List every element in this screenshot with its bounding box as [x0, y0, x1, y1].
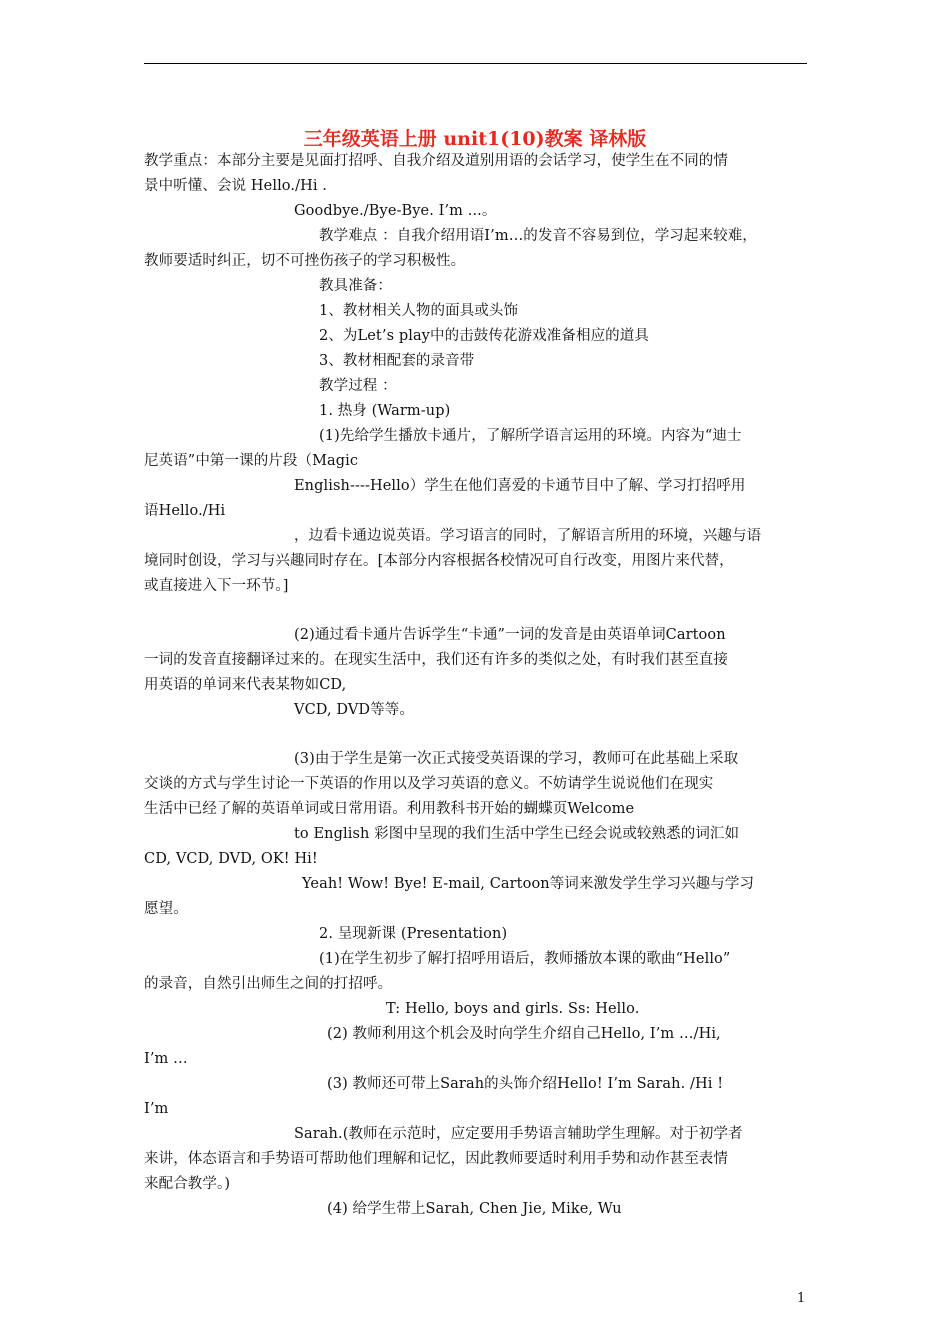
- text-line: T: Hello, boys and girls. Ss: Hello.: [386, 1001, 640, 1017]
- text-line: 3、教材相配套的录音带: [319, 353, 475, 369]
- text-line: 景中听懂、会说 Hello./Hi .: [144, 178, 327, 194]
- text-line: 生活中已经了解的英语单词或日常用语。利用教科书开始的蝴蝶页Welcome: [144, 801, 635, 817]
- text-line: Yeah! Wow! Bye! E-mail, Cartoon等词来激发学生学习兴趣与学习: [302, 876, 755, 892]
- text-line: (2)通过看卡通片告诉学生“卡通”一词的发音是由英语单词Cartoon: [294, 627, 726, 643]
- text-line: (2) 教师利用这个机会及时向学生介绍自己Hello, I’m …/Hi,: [327, 1026, 721, 1042]
- text-line: (3)由于学生是第一次正式接受英语课的学习，教师可在此基础上采取: [294, 751, 739, 767]
- text-line: 交谈的方式与学生讨论一下英语的作用以及学习英语的意义。不妨请学生说说他们在现实: [144, 776, 714, 792]
- text-line: 一词的发音直接翻译过来的。在现实生活中，我们还有许多的类似之处，有时我们甚至直接: [144, 652, 728, 668]
- text-line: 教学重点：本部分主要是见面打招呼、自我介绍及道别用语的会话学习，使学生在不同的情: [144, 153, 728, 169]
- text-line: CD, VCD, DVD, OK! Hi!: [144, 851, 318, 867]
- text-line: to English 彩图中呈现的我们生活中学生已经会说或较熟悉的词汇如: [294, 826, 740, 842]
- text-line: 1. 热身 (Warm-up): [319, 403, 451, 419]
- text-line: (4) 给学生带上Sarah, Chen Jie, Mike, Wu: [327, 1201, 622, 1217]
- text-line: 2、为Let’s play中的击鼓传花游戏准备相应的道具: [319, 328, 649, 344]
- text-line: ，边看卡通边说英语。学习语言的同时，了解语言所用的环境，兴趣与语: [294, 528, 762, 544]
- text-line: 教学难点 ：自我介绍用语I’m…的发音不容易到位，学习起来较难，: [319, 228, 757, 244]
- text-line: 尼英语”中第一课的片段（Magic: [144, 453, 359, 469]
- text-line: (3) 教师还可带上Sarah的头饰介绍Hello! I’m Sarah. /Hi !: [327, 1076, 724, 1092]
- text-line: English----Hello）学生在他们喜爱的卡通节目中了解、学习打招呼用: [294, 478, 746, 494]
- text-line: Sarah.(教师在示范时，应定要用手势语言辅助学生理解。对于初学者: [294, 1126, 743, 1142]
- text-line: (1)先给学生播放卡通片，了解所学语言运用的环境。内容为“迪士: [319, 428, 742, 444]
- document-title: 三年级英语上册 unit1(10)教案 译林版: [303, 128, 647, 150]
- text-line: 来配合教学。): [144, 1176, 231, 1192]
- text-line: 教具准备：: [319, 278, 392, 294]
- text-line: 来讲，体态语言和手势语可帮助他们理解和记忆，因此教师要适时利用手势和动作甚至表情: [144, 1151, 728, 1167]
- text-line: Goodbye./Bye-Bye. I’m ...。: [294, 203, 497, 219]
- text-line: VCD, DVD等等。: [294, 702, 414, 718]
- text-line: (1)在学生初步了解打招呼用语后，教师播放本课的歌曲“Hello”: [319, 951, 731, 967]
- text-line: 2. 呈现新课 (Presentation): [319, 926, 508, 942]
- text-line: I’m …: [144, 1051, 188, 1067]
- text-line: I’m: [144, 1101, 169, 1117]
- text-line: 或直接进入下一环节。]: [144, 578, 289, 594]
- text-line: 语Hello./Hi: [144, 503, 226, 519]
- text-line: 用英语的单词来代表某物如CD,: [144, 677, 347, 693]
- text-line: 教师要适时纠正，切不可挫伤孩子的学习积极性。: [144, 253, 466, 269]
- text-line: 1、教材相关人物的面具或头饰: [319, 303, 519, 319]
- page-number: 1: [797, 1291, 806, 1306]
- text-line: 教学过程 ：: [319, 378, 397, 394]
- text-line: 境同时创设，学习与兴趣同时存在。[本部分内容根据各校情况可自行改变，用图片来代替，: [144, 553, 734, 569]
- header-rule: [144, 63, 807, 64]
- text-line: 愿望。: [144, 901, 188, 917]
- text-line: 的录音，自然引出师生之间的打招呼。: [144, 976, 393, 992]
